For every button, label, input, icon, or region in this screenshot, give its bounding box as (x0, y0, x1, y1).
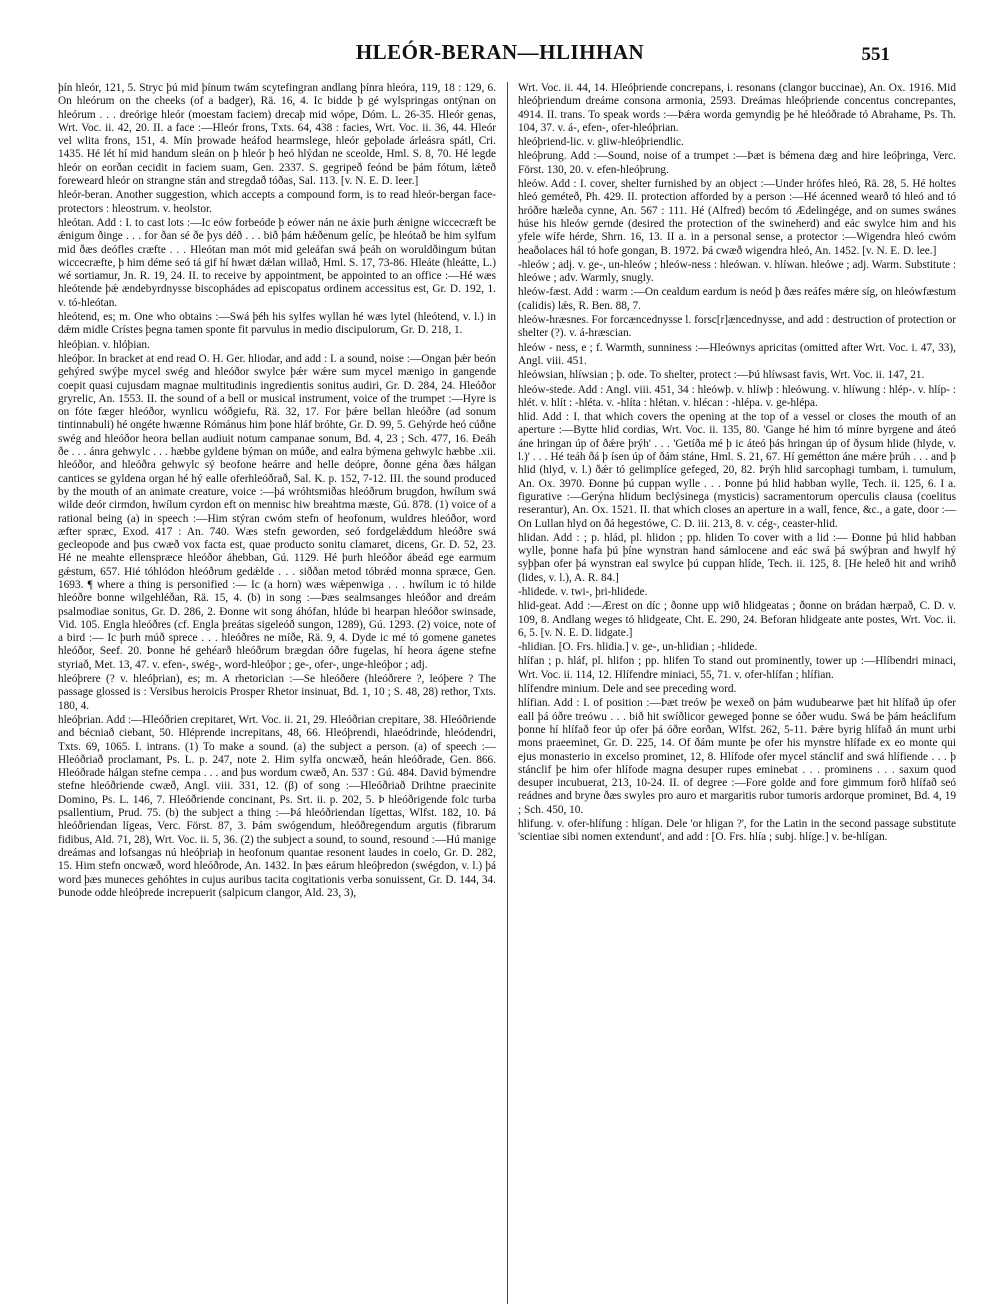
right-column (518, 82, 956, 1304)
dictionary-entry: hlid. Add : I. that which covers the opening at the top of a vessel or closes the mouth of an aperture :—Bytte hlid cordias, Wrt. Voc. ii. 135, 80. 'Gange hé him tó mínre byrgene and áteó áne hringan úp of ðǽre þrýh' . . . 'Getíða mé þ ic áteó þás hringan úp of ðysum hlide (hlyde, v. l.)' . . . Hé teáh ðá þ ísen úp of ðám stáne, Hml. S. 21, 67. Hí gemétton áne mǽre þrúh . . . and þ hlid (hlyd, v. l.) ðǽr tó gelimplíce gefeged, 20, 82. Þrýh hlid sarcophagi tumbam, i. tumulum, An. Ox. 3970. Ðonne þú cuppan wylle . . . Þonne þú hlid habban wylle, Tech. ii. 125, 6. I a. figurative :—Gerýna hlidum beclýsinega (mysticis) sacramentorum operculis clausa (coelitus reserantur), An. Ox. 1521. II. that which closes an aperture in a wall, fence, &c., a gate, door :—On Lullan hlyd on ðá hegestówe, C. D. iii. 213, 8. v. cég-, ceaster-hlid. (518, 411, 956, 530)
page-number: 551 (861, 44, 890, 65)
dictionary-entry: hlidan. Add : ; p. hlád, pl. hlidon ; pp. hliden To cover with a lid :— Ðonne þú hlid habban wylle, þonne hafa þú þíne wynstran hand sámlocene and eác swá þá swýþran and hwylf hý syþþan ofer þá wynstran eal swylce þú cuppan hlíde, Tech. ii. 125, 8. [He heleð hit and wrihð (lides, v. l.), A. R. 84.] (518, 531, 956, 584)
dictionary-entry: hleótend, es; m. One who obtains :—Swá þéh his sylfes wyllan hé wæs lytel (hleótend, v. l.) in dǽm midle Crístes þegna tamen sponte fit parvulus in medio discipulorum, Gr. D. 218, 1. (58, 311, 496, 337)
left-column (58, 82, 496, 1304)
dictionary-entry: hleóþian. v. hlóþian. (58, 338, 150, 351)
dictionary-entry: hleótan. Add : I. to cast lots :—Ic eów forbeóde þ eówer nán ne áxie þurh ǽnigne wiccecræft be ǽnigum ðinge . . . for ðan sé ðe þys déð . . . bið þám hǽðenum gelíc, þe hleótað be him sylfum mid ðæs deófles cræfte . . . Hleótan man mót mid geleáfan swá þeáh on woruldðingum bútan wiccecræfte, þ him déme seó tá gif hí hwæt dǽlan willað, Hml. S. 17, 73-86. Hleáte (hleátte, L.) wé sortiamur, Jn. R. 19, 24. II. to receive by appointment, be appointed to an office :—Hé wæs hleótende þǽ ændebyrdnysse biscophádes ad episcopatus ordinem accessitus est, Gr. D. 192, 1. v. tó-hleótan. (58, 216, 496, 309)
dictionary-entry: hleór-beran. Another suggestion, which accepts a compound form, is to read hleór-bergan face-protectors : hleostrum. v. heolstor. (58, 189, 496, 215)
dictionary-entry: hlifung. v. ofer-hlífung : hlígan. Dele 'or hligan ?', for the Latin in the second passage substitute 'scientiae sibi nomen extendunt', and add : [O. Frs. hlía ; subj. hlíge.] v. be-hlígan. (518, 818, 956, 844)
dictionary-entry: hleóþrung. Add :—Sound, noise of a trumpet :—Þæt is bémena dæg and hire leóþringa, Verc. Först. 130, 20. v. efen-hleóþrung. (518, 150, 956, 176)
page-title: HLEÓR-BERAN—HLIHHAN (355, 40, 645, 64)
dictionary-entry: hleóþriend-lic. v. gliw-hleóþriendlic. (518, 136, 684, 149)
dictionary-entry: -hlidede. v. twi-, þri-hlidede. (518, 585, 648, 598)
dictionary-entry: hleóþrere (? v. hleóþrian), es; m. A rhetorician :—Se hleóðere (hleóðrere ?, leóþere ? The passage glossed is : Versibus heroicis Prosper Rhetor insinuat, Bd. 1, 10 ; S. 48, 28) rethor, Txts. 180, 4. (58, 673, 496, 712)
dictionary-entry: hleów-stede. Add : Angl. viii. 451, 34 : hleówþ. v. hlíwþ : hleówung. v. hlíwung : hlép-. v. hlíp- : hlét. v. hlít : -hléta. v. -hlíta : hlétan. v. hlécan : -hlépa. v. ge-hlépa. (518, 383, 956, 409)
text-columns (58, 82, 956, 1304)
dictionary-entry: hleów - ness, e ; f. Warmth, sunniness :—Hleównys apricitas (omitted after Wrt. Voc. i. 47, 33), Angl. viii. 451. (518, 341, 956, 367)
dictionary-entry: hlífendre minium. Dele and see preceding word. (518, 683, 737, 696)
dictionary-entry: -hlidian. [O. Frs. hlidia.] v. ge-, un-hlidian ; -hlidede. (518, 641, 758, 654)
dictionary-entry: hleóþor. In bracket at end read O. H. Ger. hliodar, and add : I. a sound, noise :—Ongan þǽr beón gehýred swýþe mycel swég and hleóðor swylce þǽr wǽre sum mycel mænigo in gangende coepit quasi cujusdam magnae multitudinis ingredientis sonitus audiri, Gr. D. 284, 24. Hleóðor gryrelic, An. 1553. II. the sound of a bell or musical instrument, voice of the trumpet :—Hyre is on fóte fæger hleóðor, wynlicu wóðgiefu, Rä. 32, 17. For þǽre bellan hleóðre (ad sonum tintinnabuli) hé ongéte hwænne Rómánus him þone hláf bróhte, Gr. D. 99, 5. Gehýrde heó cúðne swég and hleóðor heora bellan audiuit notum campanae sonum, Bd. 4, 23 ; Sch. 477, 16. Ðeáh ðe . . . ánra gehwylc . . . hæbbe gyldene býman on múðe, and ealra býmena gehwylc hæbbe .xii. hleóðor, and hleóðra gehwylc sý beofone heárre and helle deópre, ðonne géna ðæs hálgan cantices se gyldena organ hé hý ealle oferhleóðrað, Sal. K. p. 152, 7-12. III. the sound produced by the mouth of an animate creature, voice :—þá wróhtsmiðas hleóðrum brugdon, hwílum swá wilde deór cirmdon, hwílum cyrdon eft on mennisc hiw breahtma mæste, Gú. 878. (1) voice of a rational being (a) in speech :—Him stýran cwóm stefn of heofonum, wuldres hleóðor, word æfter spræc, Exod. 417 : An. 740. Wæs stefn geworden, seó fordgelǽddum hleóðre swá gecleopode and þus cwæð vox facta est, quae producto sonitu clamaret, dicens, Gr. D. 52, 23. Hé ne meahte ellenspræce hleóðor áhebban, Gú. 1129. Hé þurh hleóðor ábeád ege earmum gǽstum, 657. Hié tóhlódon hleóðrum gedǽlde . . . siððan metod tóbrǽd monna spræce, Gen. 1693. ¶ where a thing is personified :— Ic (a horn) wæs wǽpenwiga . . . hwílum ic tó hilde hleóðre bonne wilgehléðan, Rä. 15, 4. (b) in song :—Þæs sealmsanges hleóðor and dreám psalmodiae sonitus, Gr. D. 286, 2. Ðonne wit song áhófan, hlúde bi hearpan hleóðor swinsade, Vid. 105. Engla hleóðres (cf. Engla þreátas sigeleóð sungon, 1289), Gú. 1293. (2) voice, note of a bird :— Ic þurh múð sprece . . . hleóðres ne míðe, Rä. 9, 4. Dyde ic mé tó gomene ganetes hleóðor, Seef. 20. Þonne hé gehéarð hleóðrum brægdan óðre fugelas, hí heora ágene stefne styriað, Met. 13, 47. v. efen-, swég-, word-hleóþor ; ge-, ofer-, unge-hleóþor ; adj. (58, 352, 496, 671)
dictionary-entry: hleów. Add : I. cover, shelter furnished by an object :—Under hrófes hleó, Rä. 28, 5. Hé holtes hleó gemétеð, Ph. 429. II. protection afforded by a person :—Hé ácenned wearð tó hleó and tó hróðre hæleða cynne, An. 567 : 111. Hé (Alfred) becóm tó Ædelingége, and on sumes swánes húse his hleów gernde (desired the protection of the swineherd) and eác swylce him and his yfele wífe hérde, Shrn. 16, 13. II a. in a personal sense, a protector :—Wigendra hleó cwóm heaðolaces hál tó hofe gongan, B. 1972. Þá cwæð wigendra hleó, An. 1452. [v. N. E. D. lee.] (518, 178, 956, 257)
dictionary-entry: Wrt. Voc. ii. 44, 14. Hleóþriende concrepans, i. resonans (clangor buccinae), An. Ox. 1916. Mid hleóþriendum dreáme consona armonia, 2593. Dreámas hleóþriende concentus concrepantes, 4914. II. trans. To speak words :—Þǽra worda gemyndig þe hé hleóðrade tó Abrahame, Ps. Th. 104, 37. v. á-, efen-, ofer-hleóþrian. (518, 82, 956, 134)
dictionary-entry: -hleów ; adj. v. ge-, un-hleów ; hleów-ness : hleówan. v. hlíwan. hleówe ; adj. Warm. Substitute : hleówe ; adv. Warmly, snugly. (518, 258, 956, 285)
dictionary-entry: hlífan ; p. hláf, pl. hlifon ; pp. hlifen To stand out prominently, tower up :—Hlíbendri minaci, Wrt. Voc. ii. 114, 12. Hlífendre miniaci, 55, 71. v. ofer-hlífan ; hlífian. (518, 655, 956, 681)
dictionary-entry: hleówsian, hlíwsian ; þ. ode. To shelter, protect :—Þú hlíwsast favis, Wrt. Voc. ii. 147, 21. (518, 369, 925, 382)
dictionary-entry: hleów-fæst. Add : warm :—On cealdum eardum is neód þ ðæs reáfes mǽre síg, on hleówfæstum (calidis) lǽs, R. Ben. 88, 7. (518, 286, 956, 312)
dictionary-entry: hlífian. Add : I. of position :—Þæt treów þe wexeð on þám wudubearwe þæt hit hlífað úp ofer eall þá óðre treówu . . . bið hit swíðlicor geweged þonne se óðer wudu. Swá be þám heáclifum þonne hí hlífað feor úp ofer þá óðre eorðan, Wlfst. 262, 5-11. Þǽre byrig hlífað án munt urbi mons praeeminet, Gr. D. 225, 14. Of ðám munte þe ofer his mynstre hlífade ex eo monte qui ejus monasterio in excelso prominet, 12, 8. Hlífode ofer mycel stánclif and swá hlífiende . . . þ stánclif þe him ofer hlífode magna desuper rupes eminebat . . . prominens . . . saxum quod desuper incubuerat, 213, 10-24. II. of degree :—Fore golde and fore gimmum forð hlífað seó reádnes and bryne ðæs swyles pro auro et margaritis rubor tumoris ardorque prominet, Bd. 4, 19 ; Sch. 450, 10. (518, 697, 956, 816)
dictionary-entry: hleóþrian. Add :—Hleóðrien crepitaret, Wrt. Voc. ii. 21, 29. Hleóðrian crepitare, 38. Hleóðriende and bécniað ciebant, 50. Hléprende increpitans, 48, 66. Hleóþrendi, hlaeódrinde, hleódendri, Txts. 69, 1065. I. intrans. (1) To make a sound. (a) the subject a person. (a) of speech :—Hleóðriað proclamant, Ps. L. p. 247, note 2. Him sylfa oncwæð, heán hleóðrade, Gen. 866. Hleóðrade hálgan stefne cempa . . . and þus wordum cwæð, An. 537 : Gú. 484. David býmendre stefne hleóðriende cwæð, Angl. viii. 331, 12. (β) of song :—Hleóðriað Drihtne praecinite Domino, Ps. L. 146, 7. Hleóðriende concinant, Ps. Srt. ii. p. 202, 5. Þ hleóðrigende folc turba psallentium, Prud. 75. (b) the subject a thing :—Þá hleóðriendan lígettas, Wlfst. 182, 10. Þá hleóðriendan lígeas, Verc. Först. 87, 3. Þám swógendum, hleóðregendum argutis (fibrarum fidibus, Ald. 71, 28), Wrt. Voc. ii. 5, 36. (2) the subject a sound, to sound, resound :—Hú manige dreámas and lofsangas nú hleóþriaþ in heofonum quantae resonent laudes in coelo, Gr. D. 282, 15. Him stefn oncwæð, word hleóðrode, An. 1432. In þæs eárum hleóþredon (swégdon, v. l.) þá word þæs muneces gehóhtes in cujus auribus tacita cogitationis verba sonuissent, Gr. D. 144, 34. Þunode odde hleóþrede increpuerit (salpicum clangor, Ald. 23, 3), (58, 713, 496, 899)
dictionary-entry: hleów-hræsnes. For forcæncednysse l. forsc[r]æncednysse, and add : destruction of protection or shelter (?). v. á-hræscian. (518, 314, 956, 340)
running-head (0, 40, 1000, 76)
column-divider (507, 82, 508, 1304)
dictionary-entry: hlid-geat. Add :—Ærest on díc ; ðonne upp wið hlidgeatas ; ðonne on brádan hærpað, C. D. v. 109, 8. Andlang weges tó hlidgeate, Cht. E. 290, 24. Beforan hlidgeate ante postes, Wrt. Voc. ii. 6, 5. [v. N. E. D. lidgate.] (518, 600, 956, 639)
dictionary-entry: þín hleór, 121, 5. Stryc þú mid þínum twám scytefingran andlang þínra hleóra, 119, 18 : 129, 6. On hleórum on the cheeks (of a badger), Rä. 16, 4. Ic bidde þ gé wylspringas ontýnan on hleórum . . . dreórige hleór (moestam faciem) drecaþ mid wópe, Dóm. L. 26-35. Hleór genas, Wrt. Voc. ii. 42, 20. II. a face :—Hleór frons, Txts. 64, 438 : facies, Wrt. Voc. ii. 36, 44. Hleór vel wlita frons, 151, 4. Mín þrowade heáfod hearmslege, hleór geþolade árleásra spátl, Cri. 1435. Hé lét hí mid handum sleán on þ hleór þ heó hlýdan ne sceolde, Hml. S. 8, 70. Hé legde hleór on eorðan cecidit in faciem suam, Gen. 2337. S. gegripeð feónd be þám fótum, lǽteð foreweard hleór on strangne stán and stregdað tóðas, Sal. 113. [v. N. E. D. leer.] (58, 82, 496, 188)
